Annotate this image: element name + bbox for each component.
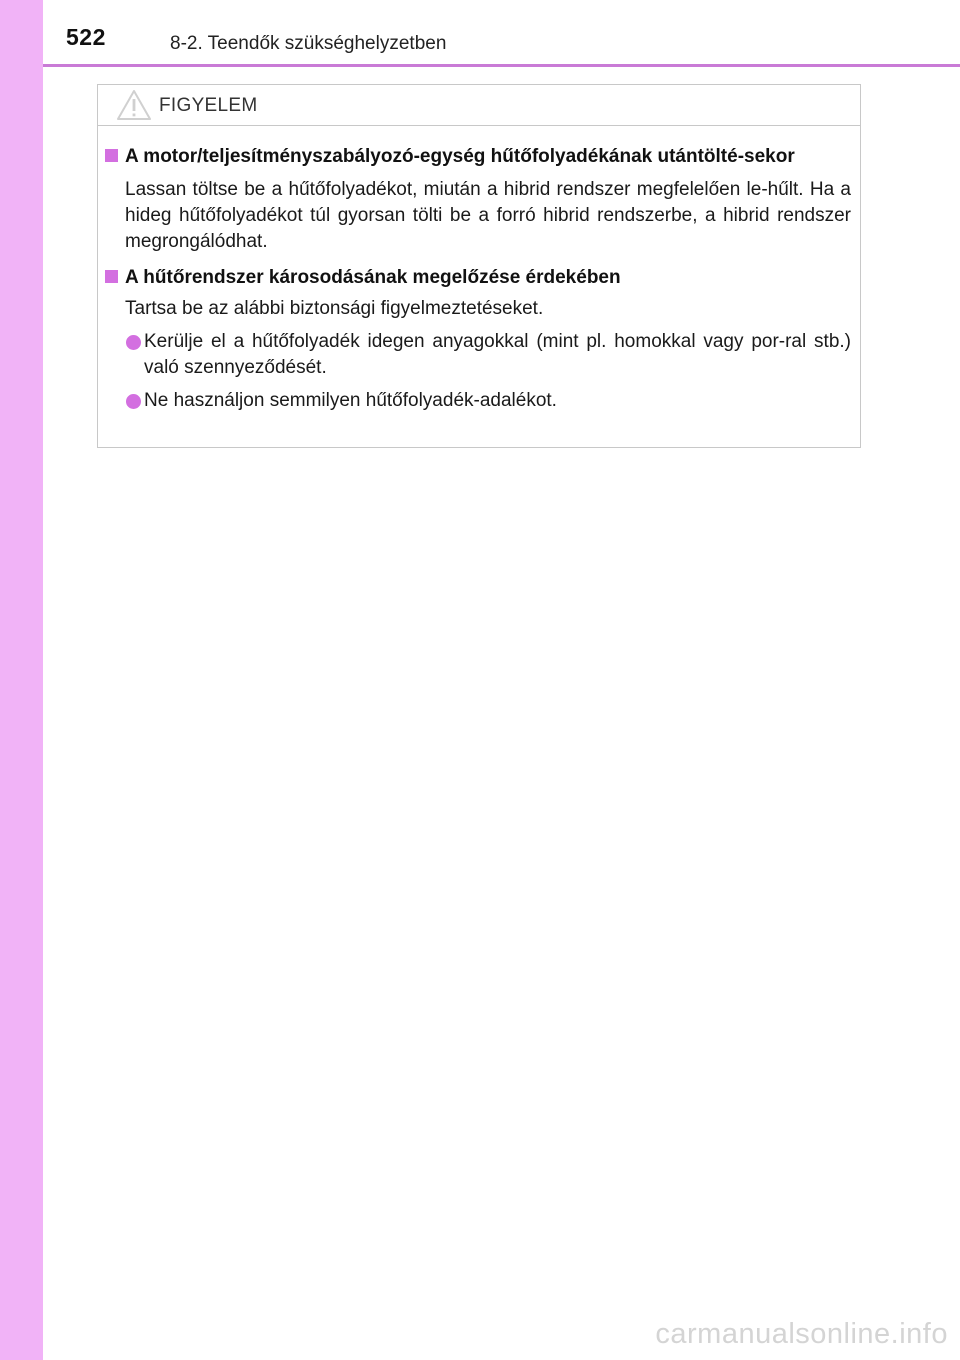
circle-bullet-icon <box>126 394 141 409</box>
warning-box <box>97 84 861 448</box>
section-heading <box>103 265 851 290</box>
square-bullet-icon <box>105 270 118 283</box>
warning-triangle-icon <box>116 89 152 121</box>
header-divider <box>43 64 960 67</box>
watermark: carmanualsonline.info <box>655 1318 948 1350</box>
section-paragraph: Lassan töltse be a hűtőfolyadékot, miután a hibrid rendszer megfelelően le-hűlt. Ha a hideg hűtőfolyadékot túl gyorsan tölti be a forró hibrid rendszerbe, a hibrid rendszer megrongálódhat. <box>125 179 851 252</box>
circle-bullet-icon <box>126 335 141 350</box>
list-item <box>103 329 851 381</box>
section-paragraph: Tartsa be az alábbi biztonsági figyelmeztetéseket. <box>125 298 544 319</box>
section-heading <box>103 144 851 169</box>
list-item <box>103 388 851 414</box>
list-item-text: Kerülje el a hűtőfolyadék idegen anyagokkal (mint pl. homokkal vagy por-ral stb.) való szennyeződését. <box>144 331 851 378</box>
section-heading-text: A motor/teljesítményszabályozó-egység hűtőfolyadékának utántölté-sekor <box>125 146 795 167</box>
section-title: 8-2. Teendők szükséghelyzetben <box>170 33 447 54</box>
warning-header <box>98 85 860 126</box>
page-number: 522 <box>66 24 106 50</box>
side-color-band <box>0 0 43 1360</box>
section-heading-text: A hűtőrendszer károsodásának megelőzése érdekében <box>125 267 621 288</box>
list-item-text: Ne használjon semmilyen hűtőfolyadék-adalékot. <box>144 390 557 411</box>
warning-title: FIGYELEM <box>159 95 258 116</box>
square-bullet-icon <box>105 149 118 162</box>
warning-body <box>98 126 860 414</box>
